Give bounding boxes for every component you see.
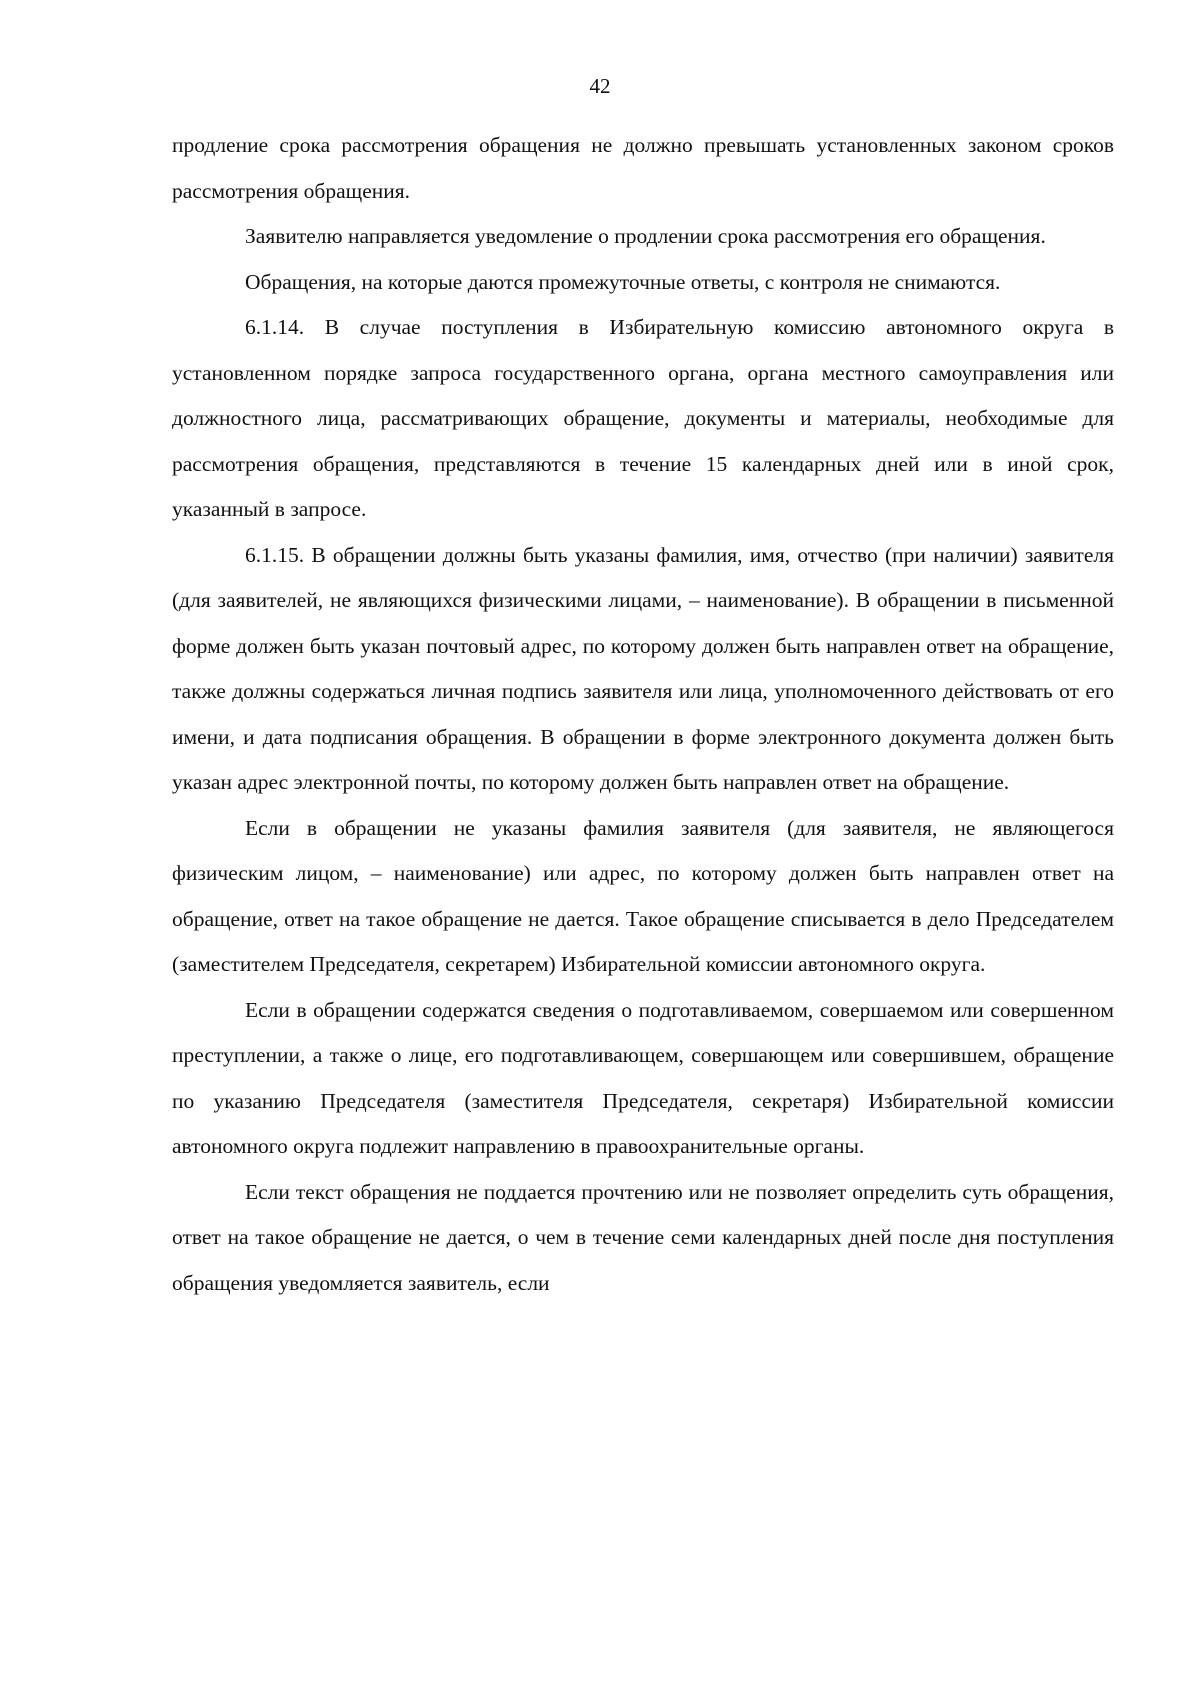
paragraph-6-1-14: 6.1.14. В случае поступления в Избирательную комиссию автономного округа в установленном порядке запроса государственного органа, органа местного самоуправления или должностного лица, рассматривающих обращение, документы и материалы, необходимые для рассмотрения обращения, представляются в течение 15 календарных дней или в иной срок, указанный в запросе.: [172, 315, 1114, 521]
page-number: 42: [589, 74, 611, 98]
paragraph-continuation: продление срока рассмотрения обращения не должно превышать установленных законом сроков рассмотрения обращения.: [172, 133, 1114, 203]
paragraph-unreadable-text: Если текст обращения не поддается прочтению или не позволяет определить суть обращения, ответ на такое обращение не дается, о чем в течение семи календарных дней после дня поступления обращения уведомляется заявитель, если: [172, 1179, 1114, 1295]
document-body: [172, 123, 1114, 1306]
paragraph-interim-answers: Обращения, на которые даются промежуточные ответы, с контроля не снимаются.: [245, 269, 1001, 294]
paragraph-no-surname: Если в обращении не указаны фамилия заявителя (для заявителя, не являющегося физическим лицом, – наименование) или адрес, по которому должен быть направлен ответ на обращение, ответ на такое обращение не дается. Такое обращение списывается в дело Председателем (заместителем Председателя, секретарем) Избирательной комиссии автономного округа.: [172, 815, 1114, 976]
paragraph-notification: Заявителю направляется уведомление о продлении срока рассмотрения его обращения.: [245, 224, 1046, 248]
paragraph-6-1-15: 6.1.15. В обращении должны быть указаны фамилия, имя, отчество (при наличии) заявителя (для заявителей, не являющихся физическими лицами, – наименование). В обращении в письменной форме должен быть указан почтовый адрес, по которому должен быть направлен ответ на обращение, также должны содержаться личная подпись заявителя или лица, уполномоченного действовать от его имени, и дата подписания обращения. В обращении в форме электронного документа должен быть указан адрес электронной почты, по которому должен быть направлен ответ на обращение.: [172, 542, 1114, 794]
paragraph-crime-info: Если в обращении содержатся сведения о подготавливаемом, совершаемом или совершенном преступлении, а также о лице, его подготавливающем, совершающем или совершившем, обращение по указанию Председателя (заместителя Председателя, секретаря) Избирательной комиссии автономного округа подлежит направлению в правоохранительные органы.: [172, 997, 1114, 1158]
